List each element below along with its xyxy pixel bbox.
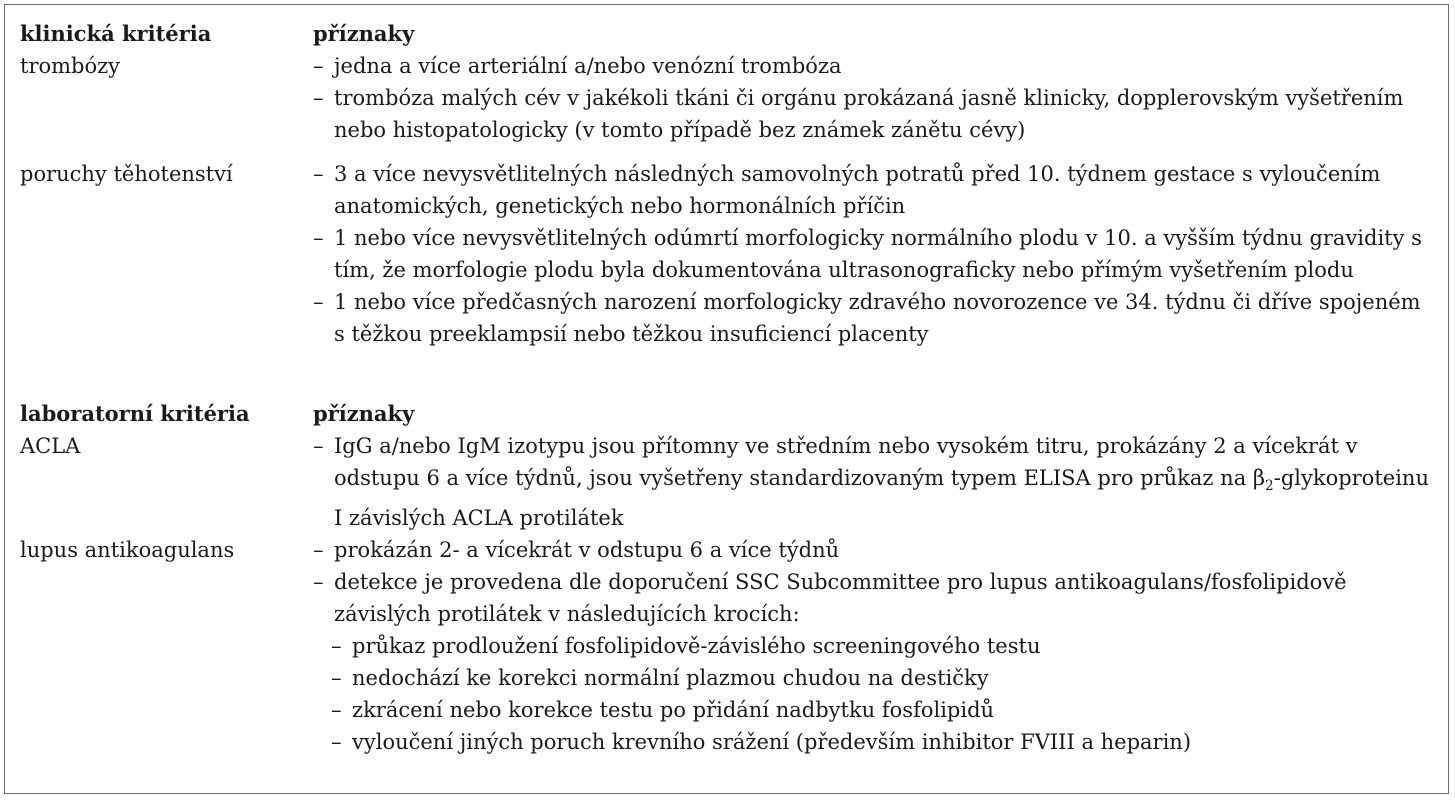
thrombosis-symptoms xyxy=(313,50,1430,146)
dash-bullet: – xyxy=(313,226,324,250)
thrombosis-label: trombózy xyxy=(20,54,121,78)
list-item: – 3 a více nevysvětlitelných následných samovolných potratů před 10. týdnem gestace s vyloučením anatomických, genetických nebo hormonálních příčin xyxy=(313,158,1430,222)
dash-bullet: – xyxy=(313,569,324,594)
laboratory-header-row xyxy=(20,398,1430,430)
list-item: – jedna a více arteriální a/nebo venózní trombóza xyxy=(313,50,1430,82)
dash-bullet: – xyxy=(313,54,324,78)
laboratory-symptoms-heading: příznaky xyxy=(313,401,415,426)
list-item: – prokázán 2- a vícekrát v odstupu 6 a více týdnů xyxy=(313,534,1430,566)
laboratory-criteria-heading: laboratorní kritéria xyxy=(20,401,250,426)
list-item: – 1 nebo více předčasných narození morfologicky zdravého novorozence ve 34. týdnu či dříve spojeném s těžkou preeklampsií nebo těžkou insuficiencí placenty xyxy=(313,286,1430,350)
dash-bullet: – xyxy=(313,537,324,562)
list-item: – trombóza malých cév v jakékoli tkáni či orgánu prokázaná jasně klinicky, dopplerovským vyšetřením nebo histopatologicky (v tomto případě bez známek zánětu cévy) xyxy=(313,82,1430,146)
clinical-header-row xyxy=(20,18,1430,50)
sub-list-item: – zkrácení nebo korekce testu po přidání nadbytku fosfolipidů xyxy=(313,694,1430,726)
lupus-label: lupus antikoagulans xyxy=(20,537,235,562)
thrombosis-row xyxy=(20,50,1430,146)
pregnancy-label: poruchy těhotenství xyxy=(20,162,233,186)
dash-bullet: – xyxy=(331,729,342,754)
lupus-symptoms xyxy=(313,534,1430,758)
pregnancy-symptoms xyxy=(313,158,1430,350)
lupus-row xyxy=(20,534,1430,758)
dash-bullet: – xyxy=(331,633,342,658)
dash-bullet: – xyxy=(313,162,324,186)
acla-row xyxy=(20,430,1430,534)
acla-symptoms xyxy=(313,430,1430,534)
dash-bullet: – xyxy=(313,434,324,458)
list-item: – IgG a/nebo IgM izotypu jsou přítomny ve středním nebo vysokém titru, prokázány 2 a vícekrát v odstupu 6 a více týdnů, jsou vyšetřeny standardizovaným typem ELISA pro průkaz na $\beta_2$-glykoproteinu I závislých ACLA protilátek xyxy=(313,430,1430,534)
sub-list-item: – nedochází ke korekci normální plazmou chudou na destičky xyxy=(313,662,1430,694)
clinical-criteria-heading: klinická kritéria xyxy=(20,21,212,46)
dash-bullet: – xyxy=(313,86,324,110)
dash-bullet: – xyxy=(331,697,342,722)
list-item: – 1 nebo více nevysvětlitelných odúmrtí morfologicky normálního plodu v 10. a vyšším týdnu gravidity s tím, že morfologie plodu byla dokumentována ultrasonograficky nebo přímým vyšetřením plodu xyxy=(313,222,1430,286)
pregnancy-row xyxy=(20,158,1430,350)
dash-bullet: – xyxy=(313,290,324,314)
acla-label: ACLA xyxy=(20,434,81,458)
laboratory-section xyxy=(20,398,1430,758)
dash-bullet: – xyxy=(331,665,342,690)
sub-list-item: – průkaz prodloužení fosfolipidově-závislého screeningového testu xyxy=(313,630,1430,662)
clinical-symptoms-heading: příznaky xyxy=(313,21,415,46)
beta2-subscript: 2 xyxy=(1265,477,1274,494)
list-item: – detekce je provedena dle doporučení SSC Subcommittee pro lupus antikoagulans/fosfolipidově závislých protilátek v následujících krocích: xyxy=(313,566,1430,630)
clinical-section xyxy=(20,18,1430,350)
sub-list-item: – vyloučení jiných poruch krevního srážení (především inhibitor FVIII a heparin) xyxy=(313,726,1430,758)
